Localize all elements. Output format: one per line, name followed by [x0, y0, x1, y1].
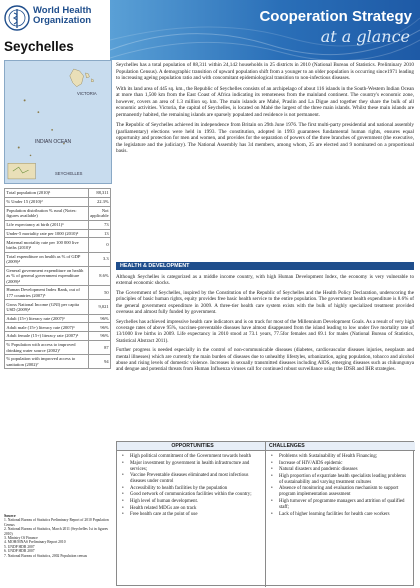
- stat-label: Gross National Income (GNI) per capita USD (2009)⁴: [5, 300, 89, 314]
- opportunities-challenges-table: [116, 441, 414, 586]
- list-item: • High political commitment of the Government towards health: [121, 454, 261, 460]
- list-item: • Major investment by government in health infrastructure and services;: [121, 461, 261, 473]
- country-title: Seychelles: [4, 39, 74, 54]
- stat-label: Adult female (15+) literacy rate (2007)⁶: [5, 332, 89, 341]
- country-map: [4, 60, 112, 184]
- list-item: • High level of human development.: [121, 499, 261, 505]
- stat-label: Maternal mortality rate per 100 000 live births (2010)³: [5, 238, 89, 252]
- stat-value: 13: [88, 229, 110, 238]
- map-label-country: SEYCHELLES: [55, 171, 83, 176]
- opportunities-heading: OPPORTUNITIES: [117, 442, 265, 451]
- intro-text: [116, 62, 414, 159]
- list-item: • Absence of monitoring and evaluation mechanism to support program implementation assessment: [270, 486, 411, 498]
- stat-value: 73: [88, 220, 110, 229]
- health-paragraph: Although Seychelles is categorized as a middle income country, with high Human Development Index, the economy is very vulnerable to external economic shocks.: [116, 274, 414, 287]
- challenges-heading: CHALLENGES: [266, 442, 415, 451]
- source-item: 6. UNDP HDR 2007: [4, 549, 35, 554]
- list-item: • Accessibility to health facilities by the population: [121, 486, 261, 492]
- health-paragraph: The Government of Seychelles, inspired by the Constitution of the Republic of Seychelles and the Health Policy Declaration, underscoring the principles of basic human rights, equity provides free basic health service to the entire population. The government health expenditure is 8.6% of the general government expenditure in 2009. A three-tier health care system exists with the bulk of highly specialized treatment provided overseas and almost fully funded by government.: [116, 290, 414, 315]
- stat-label: % Under 15 (2010)²: [5, 197, 89, 206]
- stat-label: Total population (2010)¹: [5, 189, 89, 198]
- banner-subtitle: at a glance: [320, 27, 410, 46]
- health-paragraph: Further progress is needed especially in the control of non-communicable diseases (diabetes, cardiovascular diseases injuries, neoplasm and mental illnesses) which are currently the main burden of diseases due to unhealthy lifestyles, urbanization, aging population, tobacco and alcohol abuse and rising levels of domestic violence. Increases in sexually transmitted diseases including AIDS, emerging diseases such as chikungunya and dengue and potential threats from Human Influenza viruses call for continued robust surveillance using the IDSR and IHR strategies.: [116, 347, 414, 373]
- stat-value: 94: [88, 355, 110, 369]
- stat-label: Human Development Index Rank, out of 177 countries (2007)⁵: [5, 286, 89, 300]
- country-stats-table: [4, 188, 111, 369]
- list-item: • High proportion of expatriate health specialists leading problems of sustainability and varying treatment cultures: [270, 474, 411, 486]
- stat-value: Not applicable: [88, 206, 110, 220]
- stat-label: Total expenditure on health as % of GDP (2009)⁴: [5, 252, 89, 266]
- challenges-column: [266, 442, 415, 587]
- map-label-capital: VICTORIA: [77, 91, 97, 96]
- opportunities-list: [117, 451, 265, 518]
- stat-value: 96%: [88, 323, 110, 332]
- list-item: • Vaccine Preventable diseases eliminated and most infectious diseases under control: [121, 473, 261, 485]
- list-item: • Problems with Sustainability of Health Financing;: [270, 454, 411, 460]
- banner-title: Cooperation Strategy: [259, 8, 412, 25]
- table-row: [5, 197, 111, 206]
- table-row: [5, 238, 111, 252]
- list-item: • Lack of higher learning facilities for health care workers: [270, 512, 411, 518]
- map-label-ocean: INDIAN OCEAN: [35, 139, 72, 145]
- stat-value: 8.6%: [88, 266, 110, 286]
- health-paragraph: Seychelles has achieved impressive health care indicators and is on track for most of the Millennium Development Goals. As a result of very high coverage rates of above 95%, vaccines-preventable diseases have almost disappeared from the island leading to low under five mortality rate of 13/1000 live births in 2009. Life expectancy in 2010 stood at 73.1 years, 77.5for females and 69.1 for males (National Bureau of Statistics, Statistical Abstract 2011).: [116, 318, 414, 344]
- who-emblem-icon: [4, 5, 30, 31]
- org-name: World Health Organization: [33, 5, 92, 26]
- table-row: [5, 286, 111, 300]
- intro-paragraph: The Republic of Seychelles achieved its independence from Britain on 29th June 1976. The first multi-party presidential and national assembly (parliamentary) elections were held in 1993. The constitution, adopted in 1993 guarantees fundamental human rights, ensures equal opportunity and protection for men and women, and provides for the separation of powers of the three branches of government (the executive, the legislature and the judiciary). The National Assembly has 34 members, among whom, 25 are elected and 9 nominated on a proportional basis.: [116, 122, 414, 154]
- source-item: 7. National Bureau of Statistics, 2002 Population census: [4, 553, 88, 558]
- list-item: • Natural disasters and pandemic diseases: [270, 467, 411, 473]
- stat-value: 0: [88, 238, 110, 252]
- stat-value: 96%: [88, 332, 110, 341]
- health-section-heading: HEALTH & DEVELOPMENT: [116, 262, 414, 270]
- stat-value: 50: [88, 286, 110, 300]
- intro-paragraph: With its land area of 445 sq. km., the Republic of Seychelles consists of an archipelago of about 116 islands in the South-Western Indian Ocean at more than 1,500 km from the East Coast of Africa indicating its remoteness from the mainland continent. The country's economic zone, however, covers an area of 1.3 million sq. km. The main islands are Mahé, Praslin and La Digue and together they share the bulk of all economic activities. Victoria, the capital of Seychelles, is located on Mahé the largest of the three main islands. Whilst these main islands are permanently habited, the remaining islands are sparsely populated and residence is not permanent.: [116, 85, 414, 118]
- stat-label: Life expectancy at birth (2011)⁶: [5, 220, 89, 229]
- table-row: [5, 266, 111, 286]
- table-row: [5, 332, 111, 341]
- list-item: • Good network of communication facilities within the country;: [121, 492, 261, 498]
- source-item: 5. UNDP HDR 2007: [4, 544, 35, 549]
- source-item: 1. National Bureau of Statistics Preliminary Report of 2010 Population Census: [4, 518, 109, 527]
- stat-label: % population with improved access to sanitation (2002)⁷: [5, 355, 89, 369]
- stat-label: Adult male (15+) literacy rate (2007)⁶: [5, 323, 89, 332]
- list-item: • Increase of HIV/AIDS epidemic: [270, 461, 411, 467]
- stat-label: Adult (15+) literacy rate (2007)⁶: [5, 314, 89, 323]
- table-row: [5, 220, 111, 229]
- source-item: 2. National Bureau of Statistics, March 2011 (Seychelles 1st in figures 2010): [4, 527, 108, 536]
- stat-value: 88,311: [88, 189, 110, 198]
- list-item: • Free health care at the point of use: [121, 512, 261, 518]
- table-row: [5, 189, 111, 198]
- stat-label: Population distribution % rural (Notes: figures available): [5, 206, 89, 220]
- sources-list: [4, 514, 111, 558]
- table-row: [5, 355, 111, 369]
- title-banner: [110, 0, 420, 60]
- stat-label: Under-5 mortality rate per 1000 (2010)³: [5, 229, 89, 238]
- page-header: [0, 0, 420, 60]
- table-row: [5, 206, 111, 220]
- map-illustration: [5, 61, 111, 183]
- table-row: [5, 341, 111, 355]
- table-row: [5, 252, 111, 266]
- table-row: [5, 323, 111, 332]
- sources-title: Source: [4, 513, 16, 518]
- stat-value: 3.3: [88, 252, 110, 266]
- stat-value: 87: [88, 341, 110, 355]
- table-row: [5, 314, 111, 323]
- who-branding: [0, 0, 110, 60]
- source-item: 3. Ministry Of Finance: [4, 536, 38, 541]
- table-row: [5, 300, 111, 314]
- intro-paragraph: Seychelles has a total population of 88,311 within 24,142 households in 25 districts in 2010 (National Bureau of Statistics. Preliminary 2010 Population Census). A demographic transition of upward population shift from a younger to an older population is occurring since1971 leading to increasing ageing population ratio and with concomitant epidemiological transition to non-infectious diseases.: [116, 62, 414, 81]
- stat-value: 9,021: [88, 300, 110, 314]
- opportunities-column: [117, 442, 266, 587]
- table-row: [5, 229, 111, 238]
- stat-label: General government expenditure on health as % of general government expenditure (2009)⁴: [5, 266, 89, 286]
- challenges-list: [266, 451, 415, 518]
- list-item: • Health related MDGs are on track: [121, 506, 261, 512]
- source-item: 4. MOH/MNAS Preliminary Report 2010: [4, 540, 66, 545]
- list-item: • High turnover of programme managers and attrition of qualified staff;: [270, 499, 411, 511]
- stat-value: 96%: [88, 314, 110, 323]
- health-section-text: [116, 274, 414, 376]
- stat-label: % Population with access to improved drinking water source (2002)⁷: [5, 341, 89, 355]
- stat-value: 22.3%: [88, 197, 110, 206]
